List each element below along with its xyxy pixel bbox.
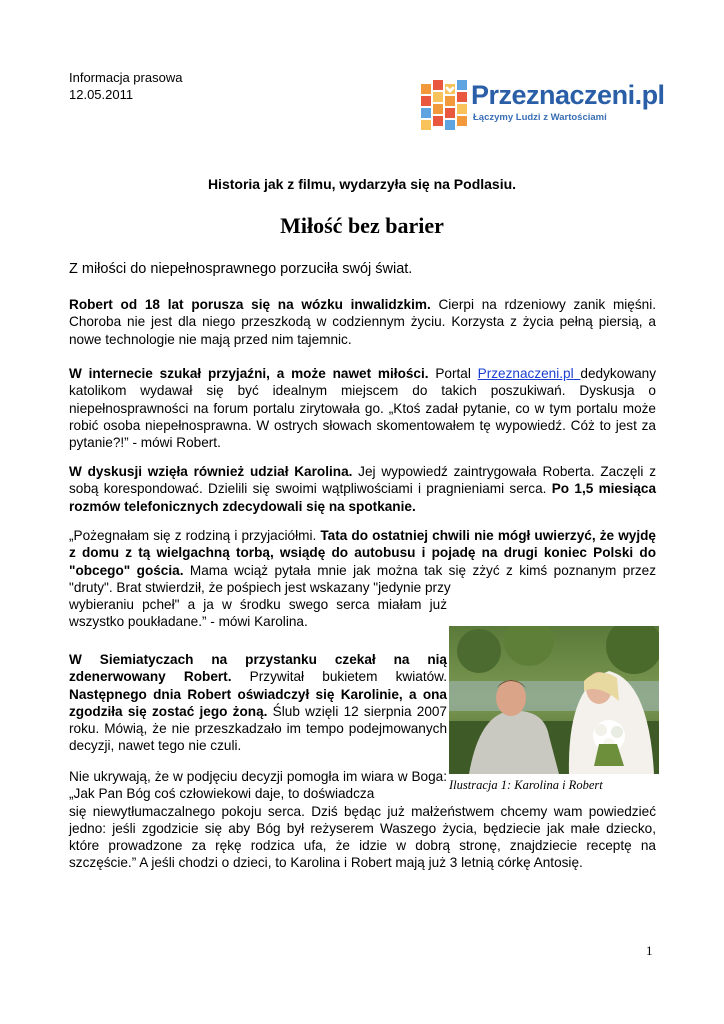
paragraph-3-bold-b: Po 1,5 miesiąca rozmów telefonicznych zdecydowali się na spotkanie. (69, 481, 657, 514)
paragraph-4-bold: Tata do ostatniej chwili nie mógł uwierzyć, że wyjdę z domu z tą wielgachną torbą, wsiądę do autobusu i pojadę na drugi koniec Polski do "obcego" gościa. (69, 528, 656, 578)
paragraph-4-text-b: Mama wciąż pytała mnie jak można tak się zżyć z kimś poznanym przez "druty". Brat stwierdził, że pośpiech jest wskazany "jedynie przy (69, 562, 657, 595)
paragraph-4-continued: wybieraniu pcheł" a ja w środku swego serca miałam już wszystko poukładane.” - mówi Karolina. (69, 597, 447, 630)
logo-name: Przeznaczeni.pl (471, 80, 665, 110)
wedding-photo-image (449, 626, 659, 774)
paragraph-2-text-a: Portal (428, 366, 478, 381)
page-number: 1 (646, 943, 653, 958)
paragraph-5-bold-b: Następnego dnia Robert oświadczył się Karolinie, a ona zgodziła się zostać jego żoną. (69, 686, 447, 719)
paragraph-3-text: Jej wypowiedź zaintrygowała Roberta. Zaczęli z sobą korespondować. Dzielili się swoimi wątpliwościami i pragnieniami serca. (69, 464, 656, 497)
paragraph-2 (69, 365, 656, 451)
paragraph-2-bold: W internecie szukał przyjaźni, a może nawet miłości. (69, 366, 429, 381)
article-title: Miłość bez barier (280, 213, 444, 238)
paragraph-3-bold-a: W dyskusji wzięła również udział Karolina. (69, 464, 353, 479)
paragraph-5-text-b: Ślub wzięli 12 sierpnia 2007 roku. Mówią, że nie przeszkadzało im tempo podejmowanych decyzji, nawet tego nie czuli. (69, 703, 447, 754)
paragraph-5-text-a: Przywitał bukietem kwiatów. (231, 669, 448, 685)
logo-tiles-icon (421, 80, 467, 130)
article-lead: Z miłości do niepełnosprawnego porzuciła swój świat. (69, 261, 413, 277)
portal-link[interactable]: Przeznaczeni.pl (477, 366, 581, 381)
article-subtitle: Historia jak z filmu, wydarzyła się na Podlasiu. (207, 176, 517, 192)
press-header (69, 69, 182, 103)
paragraph-6-text-b: się niewytłumaczalnego pokoju serca. Dziś będąc już małżeństwem chcemy wam powiedzieć jedno: jeśli zgodzicie się aby Bóg był reżyserem Waszego życia, będziecie jak małe dziecko, które prowadzone za rękę rodzica ufa, że idzie w dobrą stronę, znajdziecie receptę na szczęście.” A jeśli chodzi o dzieci, to Karolina i Robert mają już 3 letnią córkę Antosię. (69, 803, 656, 871)
paragraph-1-text: Cierpi na rdzeniowy zanik mięśni. Choroba nie jest dla niego przeszkodą w codziennym życiu. Korzysta z życia pełną piersią, a nowe technologie nie mają przed nim tajemnic. (69, 297, 657, 347)
paragraph-2-text-b: dedykowany katolikom wydawał się być idealnym miejscem do takich poszukiwań. Dyskusja o niepełnosprawności na forum portalu zirytowała go. „Ktoś zadał pytanie, co w tym portalu może robić osoba niepełnosprawna. W ostrych słowach skomentowałem tę wypowiedź. Cóż to jest za pytanie?!” - mówi Robert. (69, 366, 656, 451)
photo-caption: Ilustracja 1: Karolina i Robert (449, 778, 603, 792)
paragraph-4 (69, 527, 656, 596)
wedding-photo (449, 626, 659, 774)
paragraph-1-bold: Robert od 18 lat porusza się na wózku inwalidzkim. (69, 297, 431, 312)
logo-tagline: Łączymy Ludzi z Wartościami (473, 112, 607, 123)
press-date: 12.05.2011 (69, 87, 134, 102)
paragraph-3 (69, 463, 656, 515)
paragraph-1 (69, 296, 656, 348)
przeznaczeni-logo (421, 80, 665, 132)
paragraph-6-text-a: Nie ukrywają, że w podjęciu decyzji pomogła im wiara w Boga: „Jak Pan Bóg coś człowiekowi daje, to doświadcza (69, 769, 447, 802)
paragraph-5 (69, 651, 447, 755)
paragraph-5-bold-a: W Siemiatyczach na przystanku czekał na nią zdenerwowany Robert. (69, 652, 447, 685)
press-label: Informacja prasowa (69, 70, 183, 85)
paragraph-6 (69, 768, 656, 872)
paragraph-4-text-a: „Pożegnałam się z rodziną i przyjaciółmi. (69, 528, 321, 543)
